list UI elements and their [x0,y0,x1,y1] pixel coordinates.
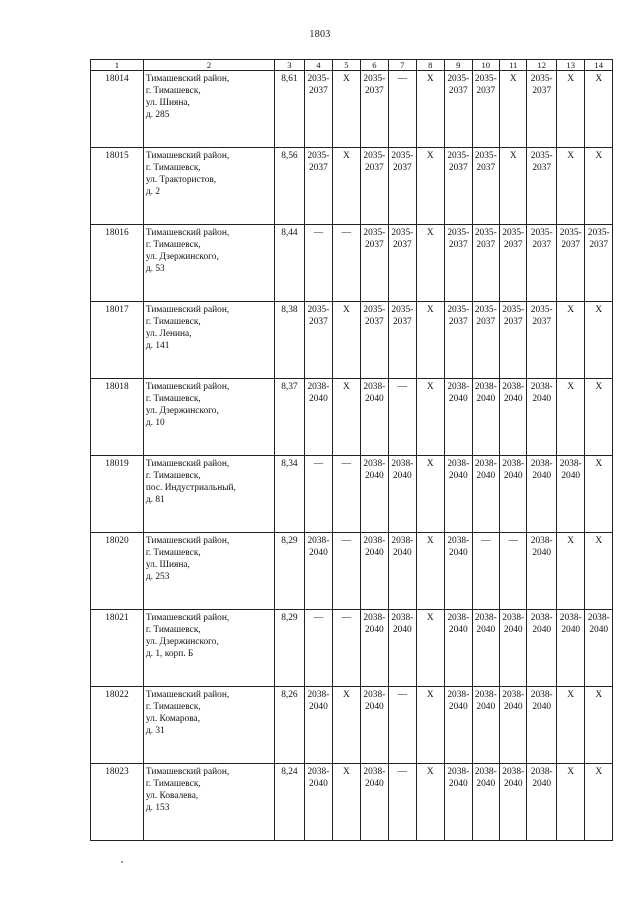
address-line: Тимашевский район, [145,382,230,392]
period-cell-col-13: 2038-2040 [556,456,584,533]
address-line: ул. Дзержинского, [145,637,219,647]
period-cell-col-4: 2038-2040 [304,379,332,456]
address-line: Тимашевский район, [145,151,230,161]
period-cell-col-9: 2038-2040 [445,687,472,764]
period-cell-col-10: 2035-2037 [472,302,499,379]
period-cell-col-6: 2035-2037 [360,71,388,148]
address-cell [143,610,274,687]
period-cell-col-8: Х [416,379,444,456]
address-cell [143,379,274,456]
address-line: ул. Шияна, [145,98,190,108]
period-cell-col-11: 2035-2037 [499,302,526,379]
period-cell-col-10: 2038-2040 [472,379,499,456]
address-line: г. Тимашевск, [145,548,201,558]
period-cell-col-11: 2038-2040 [499,610,526,687]
period-cell-col-13: Х [556,302,584,379]
address-line: ул. Дзержинского, [145,252,219,262]
address-line: ул. Шияна, [145,560,190,570]
table-row [91,379,613,456]
period-cell-col-6: 2038-2040 [360,533,388,610]
period-cell-col-6: 2038-2040 [360,610,388,687]
address-line: ул. Ковалева, [145,791,199,801]
table-row [91,456,613,533]
housing-registry-table [90,59,613,841]
address-line: г. Тимашевск, [145,240,201,250]
column-header-2: 2 [143,60,274,71]
period-cell-col-12: 2038-2040 [527,456,557,533]
address-line: Тимашевский район, [145,536,230,546]
address-cell [143,456,274,533]
period-cell-col-13: Х [556,687,584,764]
address-line: г. Тимашевск, [145,394,201,404]
period-cell-col-4: 2035-2037 [304,148,332,225]
period-cell-col-10: 2038-2040 [472,687,499,764]
period-cell-col-8: Х [416,148,444,225]
address-line: д. 10 [145,418,165,428]
column-header-7: 7 [389,60,416,71]
period-cell-col-12: 2038-2040 [527,610,557,687]
address-cell [143,533,274,610]
value-cell: 8,56 [275,148,305,225]
period-cell-col-14: Х [585,148,613,225]
address-line: Тимашевский район, [145,305,230,315]
period-cell-col-6: 2035-2037 [360,148,388,225]
period-cell-col-14: 2035-2037 [585,225,613,302]
address-line: д. 1, корп. Б [145,649,194,659]
period-cell-col-7: — [389,687,416,764]
header-row [91,60,613,71]
address-line: д. 141 [145,341,170,351]
period-cell-col-6: 2035-2037 [360,225,388,302]
address-cell [143,71,274,148]
period-cell-col-10: 2038-2040 [472,456,499,533]
period-cell-col-11: 2035-2037 [499,225,526,302]
address-line: г. Тимашевск, [145,317,201,327]
period-cell-col-11: — [499,533,526,610]
period-cell-col-6: 2035-2037 [360,302,388,379]
column-header-12: 12 [527,60,557,71]
period-cell-col-5: — [333,610,360,687]
period-cell-col-6: 2038-2040 [360,687,388,764]
address-line: д. 2 [145,187,161,197]
column-header-13: 13 [556,60,584,71]
column-header-4: 4 [304,60,332,71]
record-id: 18023 [91,764,144,841]
value-cell: 8,29 [275,610,305,687]
address-line: Тимашевский район, [145,767,230,777]
period-cell-col-11: 2038-2040 [499,379,526,456]
address-line: д. 285 [145,110,170,120]
period-cell-col-14: Х [585,379,613,456]
address-cell [143,302,274,379]
table-body [91,71,613,841]
value-cell: 8,38 [275,302,305,379]
period-cell-col-6: 2038-2040 [360,379,388,456]
table-row [91,764,613,841]
period-cell-col-11: 2038-2040 [499,764,526,841]
address-line: г. Тимашевск, [145,779,201,789]
address-line: Тимашевский район, [145,74,230,84]
address-line: Тимашевский район, [145,228,230,238]
period-cell-col-4: — [304,456,332,533]
record-id: 18022 [91,687,144,764]
address-cell [143,225,274,302]
period-cell-col-10: 2035-2037 [472,71,499,148]
period-cell-col-8: Х [416,764,444,841]
period-cell-col-5: Х [333,148,360,225]
column-header-9: 9 [445,60,472,71]
column-header-5: 5 [333,60,360,71]
period-cell-col-12: 2038-2040 [527,533,557,610]
period-cell-col-10: — [472,533,499,610]
period-cell-col-14: Х [585,302,613,379]
period-cell-col-13: Х [556,148,584,225]
period-cell-col-4: — [304,225,332,302]
period-cell-col-9: 2038-2040 [445,456,472,533]
record-id: 18021 [91,610,144,687]
period-cell-col-4: 2035-2037 [304,302,332,379]
period-cell-col-11: Х [499,148,526,225]
value-cell: 8,61 [275,71,305,148]
record-id: 18014 [91,71,144,148]
period-cell-col-12: 2038-2040 [527,379,557,456]
period-cell-col-7: — [389,71,416,148]
period-cell-col-8: Х [416,610,444,687]
value-cell: 8,37 [275,379,305,456]
address-line: д. 81 [145,495,165,505]
address-line: ул. Трактористов, [145,175,217,185]
period-cell-col-11: Х [499,71,526,148]
period-cell-col-13: Х [556,71,584,148]
record-id: 18017 [91,302,144,379]
column-header-10: 10 [472,60,499,71]
period-cell-col-5: Х [333,71,360,148]
period-cell-col-13: 2038-2040 [556,610,584,687]
period-cell-col-12: 2035-2037 [527,71,557,148]
table-row [91,148,613,225]
period-cell-col-7: 2038-2040 [389,610,416,687]
table-row [91,687,613,764]
period-cell-col-13: 2035-2037 [556,225,584,302]
address-line: пос. Индустриальный, [145,483,236,493]
column-header-6: 6 [360,60,388,71]
table-row [91,225,613,302]
period-cell-col-5: — [333,533,360,610]
record-id: 18018 [91,379,144,456]
address-line: ул. Дзержинского, [145,406,219,416]
period-cell-col-8: Х [416,71,444,148]
period-cell-col-12: 2038-2040 [527,764,557,841]
period-cell-col-8: Х [416,225,444,302]
period-cell-col-14: Х [585,687,613,764]
period-cell-col-9: 2035-2037 [445,148,472,225]
column-header-14: 14 [585,60,613,71]
scan-speck [121,861,123,863]
period-cell-col-5: — [333,456,360,533]
column-header-8: 8 [416,60,444,71]
period-cell-col-4: 2038-2040 [304,764,332,841]
address-line: Тимашевский район, [145,459,230,469]
period-cell-col-11: 2038-2040 [499,456,526,533]
record-id: 18015 [91,148,144,225]
value-cell: 8,24 [275,764,305,841]
period-cell-col-9: 2035-2037 [445,71,472,148]
period-cell-col-9: 2035-2037 [445,225,472,302]
address-line: д. 253 [145,572,170,582]
period-cell-col-14: 2038-2040 [585,610,613,687]
period-cell-col-10: 2038-2040 [472,610,499,687]
period-cell-col-11: 2038-2040 [499,687,526,764]
period-cell-col-8: Х [416,456,444,533]
address-line: г. Тимашевск, [145,163,201,173]
period-cell-col-10: 2035-2037 [472,148,499,225]
value-cell: 8,29 [275,533,305,610]
period-cell-col-10: 2038-2040 [472,764,499,841]
period-cell-col-14: Х [585,764,613,841]
address-cell [143,764,274,841]
period-cell-col-7: 2035-2037 [389,148,416,225]
address-line: д. 153 [145,803,170,813]
period-cell-col-9: 2038-2040 [445,533,472,610]
value-cell: 8,34 [275,456,305,533]
column-header-11: 11 [499,60,526,71]
address-line: г. Тимашевск, [145,471,201,481]
period-cell-col-12: 2035-2037 [527,302,557,379]
period-cell-col-8: Х [416,533,444,610]
address-line: д. 53 [145,264,165,274]
address-line: г. Тимашевск, [145,625,201,635]
table-row [91,71,613,148]
period-cell-col-8: Х [416,687,444,764]
period-cell-col-7: 2038-2040 [389,533,416,610]
period-cell-col-13: Х [556,533,584,610]
table-row [91,610,613,687]
record-id: 18019 [91,456,144,533]
address-line: ул. Ленина, [145,329,192,339]
address-line: ул. Комарова, [145,714,201,724]
record-id: 18016 [91,225,144,302]
column-header-3: 3 [275,60,305,71]
period-cell-col-5: Х [333,302,360,379]
address-line: д. 31 [145,726,165,736]
period-cell-col-4: — [304,610,332,687]
period-cell-col-14: Х [585,533,613,610]
period-cell-col-13: Х [556,764,584,841]
period-cell-col-5: — [333,225,360,302]
period-cell-col-10: 2035-2037 [472,225,499,302]
period-cell-col-6: 2038-2040 [360,456,388,533]
period-cell-col-12: 2035-2037 [527,148,557,225]
period-cell-col-7: 2035-2037 [389,225,416,302]
page-number: 1803 [309,29,331,40]
value-cell: 8,26 [275,687,305,764]
period-cell-col-14: Х [585,456,613,533]
address-line: г. Тимашевск, [145,86,201,96]
period-cell-col-7: 2035-2037 [389,302,416,379]
period-cell-col-6: 2038-2040 [360,764,388,841]
period-cell-col-9: 2038-2040 [445,379,472,456]
period-cell-col-12: 2038-2040 [527,687,557,764]
period-cell-col-9: 2035-2037 [445,302,472,379]
period-cell-col-5: Х [333,687,360,764]
address-cell [143,148,274,225]
period-cell-col-9: 2038-2040 [445,764,472,841]
value-cell: 8,44 [275,225,305,302]
table-row [91,533,613,610]
period-cell-col-7: — [389,379,416,456]
record-id: 18020 [91,533,144,610]
period-cell-col-4: 2035-2037 [304,71,332,148]
period-cell-col-4: 2038-2040 [304,533,332,610]
period-cell-col-4: 2038-2040 [304,687,332,764]
table-row [91,302,613,379]
address-cell [143,687,274,764]
period-cell-col-13: Х [556,379,584,456]
period-cell-col-5: Х [333,764,360,841]
period-cell-col-5: Х [333,379,360,456]
period-cell-col-14: Х [585,71,613,148]
address-line: Тимашевский район, [145,613,230,623]
period-cell-col-9: 2038-2040 [445,610,472,687]
period-cell-col-12: 2035-2037 [527,225,557,302]
column-header-1: 1 [91,60,144,71]
address-line: Тимашевский район, [145,690,230,700]
period-cell-col-7: 2038-2040 [389,456,416,533]
address-line: г. Тимашевск, [145,702,201,712]
period-cell-col-8: Х [416,302,444,379]
period-cell-col-7: — [389,764,416,841]
